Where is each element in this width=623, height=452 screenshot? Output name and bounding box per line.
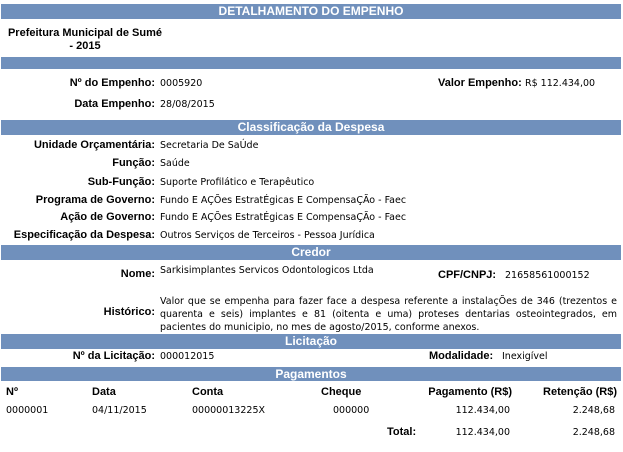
funcao-label: Função: [112,157,155,169]
section-header-pagamentos: Pagamentos [1,367,621,381]
modalidade-label: Modalidade: [429,350,494,362]
section-header-licitacao: Licitação [1,334,621,349]
licitacao-number: 000012015 [160,351,215,362]
programa-governo-value: Fundo E AÇÕes EstratÉgicas E CompensaÇÃo - Faec [160,195,407,206]
credor-cpf-label: CPF/CNPJ: [438,269,497,281]
especificacao-despesa-value: Outros Serviços de Terceiros - Pessoa Jurídica [160,230,375,241]
credor-cpf: 21658561000152 [505,270,590,281]
empenho-number-label: Nº do Empenho: [69,77,155,89]
separator-band [1,57,621,69]
historico-text: Valor que se empenha para fazer face a despesa referente a instalaçÕes de 346 (trezentos e quarenta e seis) implantes e 81 (oitenta e uma) proteses dentarias osteointegrados, em pacientes do municipio, no mes de agosto/2015, conforme anexos. [160,296,617,333]
row-cheque: 000000 [333,405,370,416]
programa-governo-label: Programa de Governo: [35,194,155,206]
empenho-value: R$ 112.434,00 [525,78,596,89]
row-pagamento: 112.434,00 [455,405,510,416]
col-header-data: Data [92,386,116,398]
total-pagamento: 112.434,00 [455,427,510,438]
col-header-pagamento: Pagamento (R$) [428,386,512,398]
unidade-orcamentaria-label: Unidade Orçamentária: [33,139,155,151]
page-title: DETALHAMENTO DO EMPENHO [1,4,621,19]
credor-nome: Sarkisimplantes Servicos Odontologicos Ltda [160,265,374,276]
unidade-orcamentaria-value: Secretaria De SaÚde [160,140,259,151]
col-header-conta: Conta [192,386,224,398]
historico-label: Histórico: [103,306,155,318]
col-header-cheque: Cheque [321,386,362,398]
empenho-date: 28/08/2015 [160,99,215,110]
empenho-value-label: Valor Empenho: [438,77,522,89]
total-retencao: 2.248,68 [572,427,615,438]
sub-funcao-label: Sub-Função: [87,176,155,188]
row-numero: 0000001 [6,405,49,416]
row-retencao: 2.248,68 [572,405,615,416]
row-data: 04/11/2015 [92,405,147,416]
especificacao-despesa-label: Especificação da Despesa: [13,229,155,241]
entity-name: Prefeitura Municipal de Sumé - 2015 [7,27,163,52]
licitacao-number-label: Nº da Licitação: [72,350,155,362]
modalidade-value: Inexigível [502,351,548,362]
total-label: Total: [387,426,417,438]
empenho-date-label: Data Empenho: [74,98,155,110]
col-header-numero: Nº [6,386,18,398]
col-header-retencao: Retenção (R$) [543,386,617,398]
section-header-classificacao: Classificação da Despesa [1,120,621,135]
section-header-credor: Credor [1,245,621,260]
row-conta: 00000013225X [192,405,265,416]
funcao-value: Saúde [160,158,190,169]
acao-governo-value: Fundo E AÇÕes EstratÉgicas E CompensaÇÃo - Faec [160,212,407,223]
empenho-number: 0005920 [160,78,203,89]
credor-nome-label: Nome: [120,268,155,280]
acao-governo-label: Ação de Governo: [60,211,155,223]
sub-funcao-value: Suporte Profilático e Terapêutico [160,177,315,188]
